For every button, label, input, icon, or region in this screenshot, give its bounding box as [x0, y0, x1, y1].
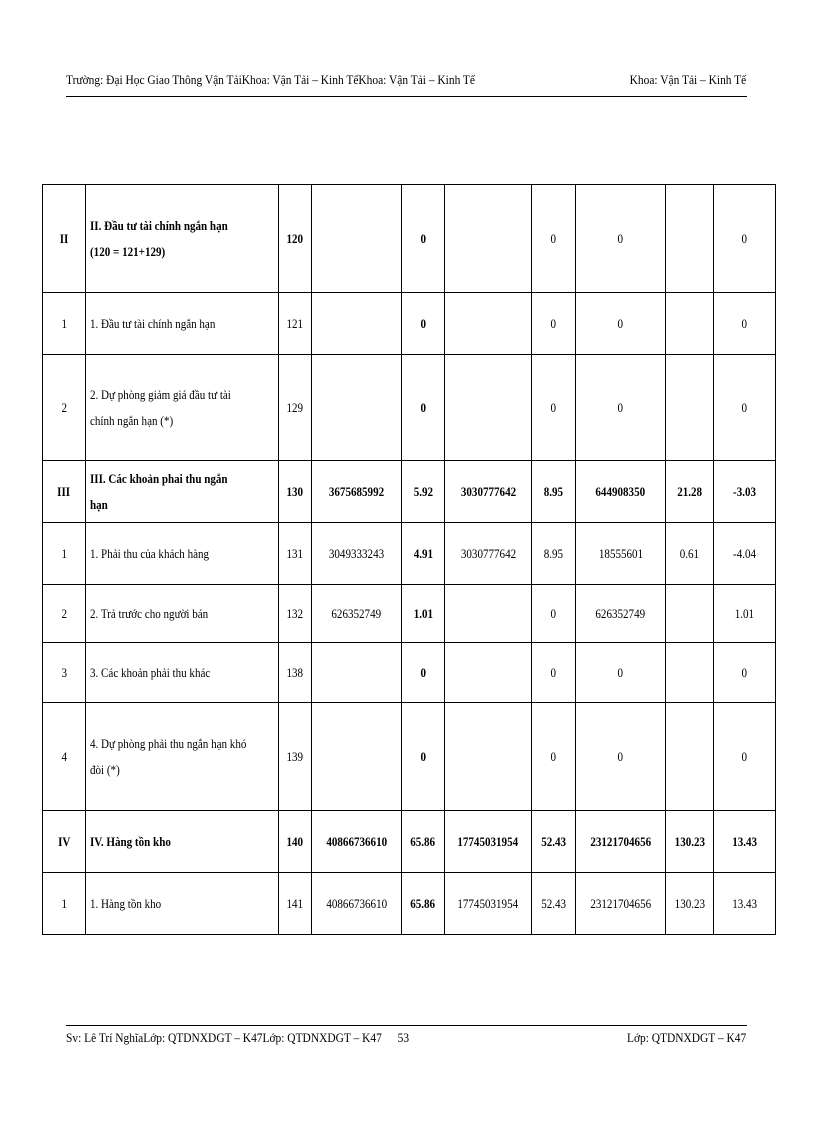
cell-text: 2. Dự phòng giảm giá đầu tư tài chính ngắn hạn (*): [90, 386, 231, 428]
cell-name: [86, 643, 279, 703]
cell-diff: [576, 873, 666, 935]
cell-v1: [312, 643, 402, 703]
cell-code: [279, 355, 312, 461]
cell-text: 1. Phải thu của khách hàng: [90, 545, 210, 561]
cell-ch: [714, 643, 776, 703]
cell-ch: [714, 873, 776, 935]
cell-v2: [445, 293, 532, 355]
page-number: 53: [397, 1030, 410, 1045]
cell-text: 1. Đầu tư tài chính ngắn hạn: [90, 315, 216, 331]
cell-v2: [445, 523, 532, 585]
cell-code: [279, 811, 312, 873]
cell-text: 0: [741, 664, 748, 680]
cell-text: 52.43: [541, 895, 566, 911]
cell-p2: [532, 703, 576, 811]
cell-text: 626352749: [331, 605, 382, 621]
cell-text: 8.95: [543, 545, 564, 561]
cell-text: 0: [420, 315, 426, 331]
cell-p1: [402, 523, 445, 585]
cell-text: II. Đầu tư tài chính ngắn hạn (120 = 121+129): [90, 217, 228, 259]
cell-no: [43, 355, 86, 461]
cell-ch: [714, 523, 776, 585]
cell-rate: [666, 523, 714, 585]
table-body: [43, 185, 776, 935]
cell-text: 2: [61, 399, 67, 415]
cell-text: 52.43: [541, 833, 566, 849]
cell-no: [43, 703, 86, 811]
cell-rate: [666, 355, 714, 461]
cell-text: 3030777642: [460, 483, 516, 499]
cell-p2: [532, 585, 576, 643]
cell-text: 1.01: [734, 605, 755, 621]
cell-text: 0: [741, 230, 748, 246]
cell-p1: [402, 585, 445, 643]
header-right-text: Khoa: Vận Tải – Kinh Tế: [629, 72, 747, 87]
cell-v2: [445, 585, 532, 643]
cell-text: 40866736610: [326, 833, 387, 849]
cell-v1: [312, 523, 402, 585]
cell-name: [86, 703, 279, 811]
cell-text: 130.23: [674, 895, 705, 911]
table-row: [43, 873, 776, 935]
cell-ch: [714, 585, 776, 643]
cell-text: 1. Hàng tồn kho: [90, 895, 162, 911]
footer-rule: [66, 1025, 747, 1026]
cell-code: [279, 523, 312, 585]
cell-text: 0: [420, 399, 426, 415]
cell-text: IV: [57, 833, 71, 849]
cell-v1: [312, 703, 402, 811]
cell-text: -3.03: [732, 483, 757, 499]
cell-p1: [402, 293, 445, 355]
cell-text: 0: [741, 748, 748, 764]
cell-code: [279, 873, 312, 935]
cell-text: 121: [286, 315, 304, 331]
cell-text: 18555601: [598, 545, 643, 561]
cell-diff: [576, 185, 666, 293]
cell-rate: [666, 873, 714, 935]
cell-no: [43, 873, 86, 935]
cell-text: 0: [550, 315, 557, 331]
cell-no: [43, 293, 86, 355]
cell-code: [279, 585, 312, 643]
cell-text: 0: [617, 748, 624, 764]
cell-rate: [666, 643, 714, 703]
cell-p1: [402, 873, 445, 935]
cell-rate: [666, 185, 714, 293]
cell-diff: [576, 293, 666, 355]
cell-rate: [666, 585, 714, 643]
cell-text: 0: [550, 605, 557, 621]
cell-p1: [402, 461, 445, 523]
cell-p1: [402, 811, 445, 873]
cell-text: 0: [420, 664, 426, 680]
cell-p2: [532, 643, 576, 703]
cell-p2: [532, 523, 576, 585]
cell-text: 4.91: [413, 545, 433, 561]
cell-ch: [714, 461, 776, 523]
cell-text: 141: [286, 895, 304, 911]
cell-text: II: [59, 230, 69, 246]
cell-text: 644908350: [595, 483, 646, 499]
cell-diff: [576, 523, 666, 585]
cell-code: [279, 703, 312, 811]
cell-text: 17745031954: [457, 833, 519, 849]
page-header: [66, 72, 746, 88]
table-row: [43, 703, 776, 811]
cell-text: -4.04: [732, 545, 757, 561]
cell-v1: [312, 355, 402, 461]
cell-v2: [445, 643, 532, 703]
cell-text: 120: [286, 230, 304, 246]
cell-ch: [714, 703, 776, 811]
cell-p2: [532, 293, 576, 355]
cell-v2: [445, 873, 532, 935]
cell-no: [43, 185, 86, 293]
cell-text: 131: [286, 545, 304, 561]
cell-diff: [576, 811, 666, 873]
cell-rate: [666, 293, 714, 355]
cell-text: 5.92: [413, 483, 433, 499]
cell-text: 0: [550, 399, 557, 415]
cell-text: 21.28: [677, 483, 702, 499]
cell-v1: [312, 461, 402, 523]
cell-text: 0: [550, 230, 557, 246]
table-row: [43, 355, 776, 461]
cell-text: 138: [286, 664, 304, 680]
cell-text: 65.86: [410, 833, 436, 849]
table-row: [43, 643, 776, 703]
cell-ch: [714, 185, 776, 293]
cell-text: 23121704656: [590, 833, 651, 849]
cell-text: 1: [61, 545, 67, 561]
cell-no: [43, 585, 86, 643]
cell-text: 8.95: [543, 483, 564, 499]
page-footer: [66, 1030, 746, 1046]
cell-name: [86, 355, 279, 461]
cell-no: [43, 643, 86, 703]
cell-text: 130: [286, 483, 304, 499]
cell-v1: [312, 585, 402, 643]
cell-p2: [532, 811, 576, 873]
cell-p2: [532, 185, 576, 293]
cell-name: [86, 523, 279, 585]
footer-left-text: Sv: Lê Trí NghĩaLớp: QTDNXDGT – K47Lớp: QTDNXDGT – K47: [66, 1030, 382, 1045]
cell-text: 23121704656: [590, 895, 651, 911]
cell-text: 0: [617, 315, 624, 331]
cell-p1: [402, 185, 445, 293]
cell-text: 3675685992: [328, 483, 385, 499]
cell-text: 0: [617, 664, 624, 680]
cell-p2: [532, 461, 576, 523]
cell-name: [86, 185, 279, 293]
cell-p1: [402, 355, 445, 461]
cell-ch: [714, 811, 776, 873]
cell-text: 17745031954: [457, 895, 519, 911]
cell-no: [43, 811, 86, 873]
cell-rate: [666, 811, 714, 873]
cell-text: 129: [286, 399, 304, 415]
cell-text: 1.01: [413, 605, 433, 621]
cell-diff: [576, 461, 666, 523]
cell-name: [86, 293, 279, 355]
cell-text: 0: [420, 748, 426, 764]
cell-text: 140: [286, 833, 304, 849]
cell-text: 3: [61, 664, 67, 680]
cell-text: 0: [741, 315, 748, 331]
cell-text: III. Các khoản phai thu ngắn hạn: [90, 470, 228, 512]
cell-name: [86, 873, 279, 935]
cell-text: III: [57, 483, 71, 499]
cell-text: 65.86: [410, 895, 436, 911]
table-row: [43, 185, 776, 293]
cell-text: 3. Các khoản phải thu khác: [90, 664, 211, 680]
cell-v1: [312, 811, 402, 873]
cell-v1: [312, 293, 402, 355]
cell-text: 2. Trả trước cho người bán: [90, 605, 209, 621]
cell-code: [279, 185, 312, 293]
table-row: [43, 523, 776, 585]
cell-text: 0: [741, 399, 748, 415]
cell-p1: [402, 703, 445, 811]
cell-name: [86, 585, 279, 643]
cell-text: 0.61: [679, 545, 700, 561]
cell-p2: [532, 873, 576, 935]
cell-name: [86, 461, 279, 523]
cell-rate: [666, 703, 714, 811]
cell-code: [279, 643, 312, 703]
cell-v2: [445, 355, 532, 461]
cell-text: 3049333243: [328, 545, 385, 561]
cell-text: 1: [61, 315, 67, 331]
cell-text: 130.23: [674, 833, 705, 849]
cell-ch: [714, 355, 776, 461]
header-rule: [66, 96, 747, 97]
cell-text: 13.43: [732, 895, 757, 911]
cell-no: [43, 461, 86, 523]
cell-text: 13.43: [732, 833, 757, 849]
cell-no: [43, 523, 86, 585]
cell-text: 4: [61, 748, 67, 764]
cell-v1: [312, 873, 402, 935]
cell-text: 0: [617, 399, 624, 415]
cell-text: 3030777642: [460, 545, 516, 561]
cell-text: 40866736610: [326, 895, 387, 911]
header-left-text: Trường: Đại Học Giao Thông Vận TảiKhoa: Vận Tải – Kinh TếKhoa: Vận Tải – Kinh Tế: [66, 72, 476, 87]
cell-p1: [402, 643, 445, 703]
cell-diff: [576, 355, 666, 461]
cell-diff: [576, 585, 666, 643]
cell-name: [86, 811, 279, 873]
cell-code: [279, 293, 312, 355]
cell-v2: [445, 703, 532, 811]
cell-text: 626352749: [595, 605, 646, 621]
footer-right-text: Lớp: QTDNXDGT – K47: [626, 1030, 747, 1045]
cell-v2: [445, 811, 532, 873]
table-row: [43, 461, 776, 523]
balance-table: [42, 184, 776, 935]
cell-diff: [576, 643, 666, 703]
cell-text: 1: [61, 895, 67, 911]
cell-text: IV. Hàng tồn kho: [90, 833, 171, 849]
cell-v1: [312, 185, 402, 293]
cell-text: 0: [550, 748, 557, 764]
cell-rate: [666, 461, 714, 523]
cell-v2: [445, 461, 532, 523]
cell-ch: [714, 293, 776, 355]
table-row: [43, 293, 776, 355]
cell-v2: [445, 185, 532, 293]
cell-text: 2: [61, 605, 67, 621]
cell-p2: [532, 355, 576, 461]
cell-text: 0: [550, 664, 557, 680]
table-row: [43, 585, 776, 643]
cell-text: 0: [420, 230, 426, 246]
table-row: [43, 811, 776, 873]
cell-diff: [576, 703, 666, 811]
cell-text: 139: [286, 748, 304, 764]
cell-text: 132: [286, 605, 304, 621]
cell-text: 4. Dự phòng phải thu ngắn hạn khó đòi (*): [90, 735, 247, 777]
cell-code: [279, 461, 312, 523]
cell-text: 0: [617, 230, 624, 246]
